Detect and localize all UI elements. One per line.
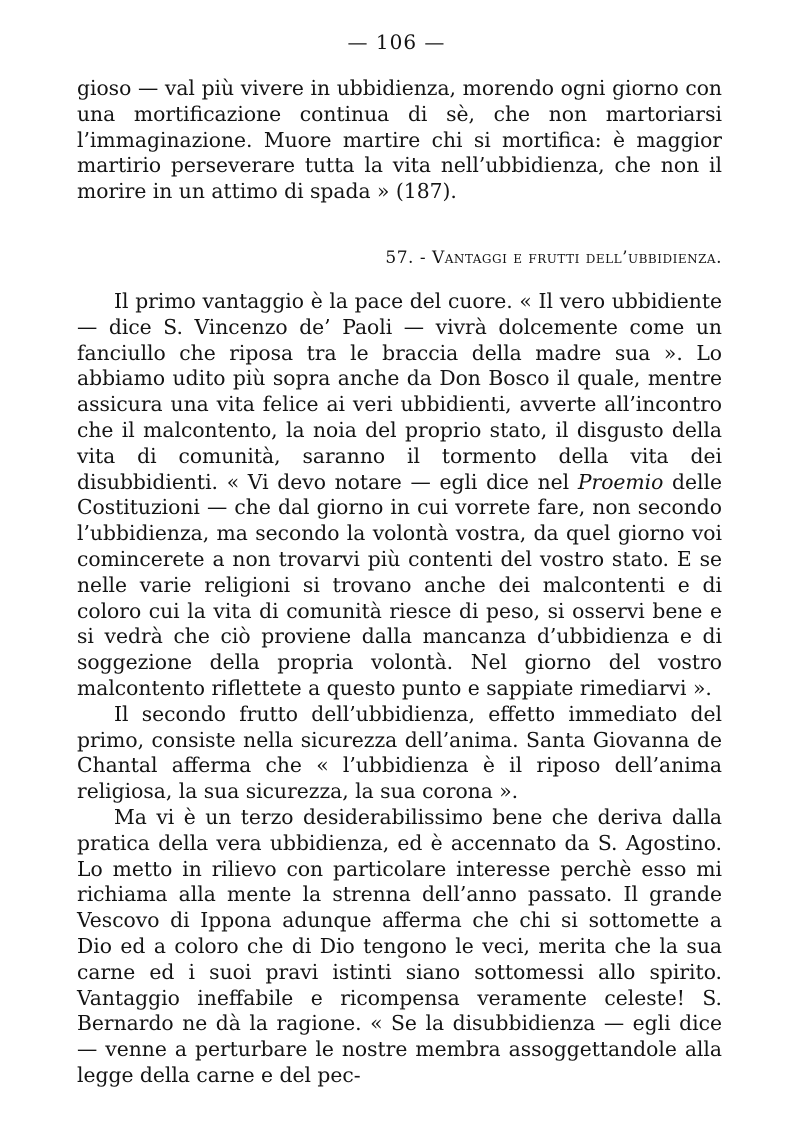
paragraph-second-fruit: Il secondo frutto dell’ubbidienza, effetto immediato del primo, consiste nella sicurezza dell’anima. Santa Giovanna de Chantal afferma che « l’ubbidienza è il riposo dell’anima religiosa, la sua sicurezza, la sua corona ».: [77, 701, 722, 804]
paragraph-first-advantage: [77, 289, 722, 702]
main-text-block: [77, 289, 722, 1089]
continuation-paragraph: gioso — val più vivere in ubbidienza, morendo ogni giorno con una mortificazione continua di sè, che non martoriarsi l’immaginazione. Muore martire chi si mortifica: è maggior martirio perseverare tutta la vita nell’ubbidienza, che non il morire in un attimo di spada » (187).: [77, 76, 722, 204]
paragraph-text-part: delle Costituzioni — che dal giorno in cui vorrete fare, non secondo l’ubbidienza, ma secondo la volontà vostra, da quel giorno voi comincerete a non trovarvi più contenti del vostro stato. E se nelle varie religioni si trovano anche dei malcontenti e di coloro cui la vita di comunità riesce di peso, si osservi bene e si vedrà che ciò proviene dalla mancanza d’ubbidienza e di soggezione della propria volontà. Nel giorno del vostro malcontento riflettete a questo punto e sappiate rimediarvi ».: [77, 469, 722, 700]
paragraph-text-part: Il primo vantaggio è la pace del cuore. « Il vero ubbidiente — dice S. Vincenzo de’ Paoli — vivrà dolcemente come un fanciullo che riposa tra le braccia della madre sua ». Lo abbiamo udito più sopra anche da Don Bosco il quale, mentre assicura una vita felice ai veri ubbidienti, avverte all’incontro che il malcontento, la noia del proprio stato, il disgusto della vita di comunità, saranno il tormento della vita dei disubbidienti. « Vi devo notare — egli dice nel: [77, 289, 722, 494]
paragraph-third-benefit: Ma vi è un terzo desiderabilissimo bene che deriva dalla pratica della vera ubbidienza, ed è accennato da S. Agostino. Lo metto in rilievo con particolare interesse perchè esso mi richiama alla mente la strenna dell’anno passato. Il grande Vescovo di Ippona adunque afferma che chi si sottomette a Dio ed a coloro che di Dio tengono le veci, merita che la sua carne ed i suoi pravi istinti siano sottomessi allo spirito. Vantaggio ineffabile e ricompensa veramente celeste! S. Bernardo ne dà la ragione. « Se la disubbidienza — egli dice — venne a perturbare le nostre membra assoggettandole alla legge della carne e del pec-: [77, 804, 722, 1087]
continuation-block: [77, 76, 722, 205]
section-heading: 57. - Vantaggi e frutti dell’ubbidienza.: [385, 248, 722, 268]
italic-title: Proemio: [577, 469, 664, 494]
page-number: — 106 —: [347, 30, 446, 54]
